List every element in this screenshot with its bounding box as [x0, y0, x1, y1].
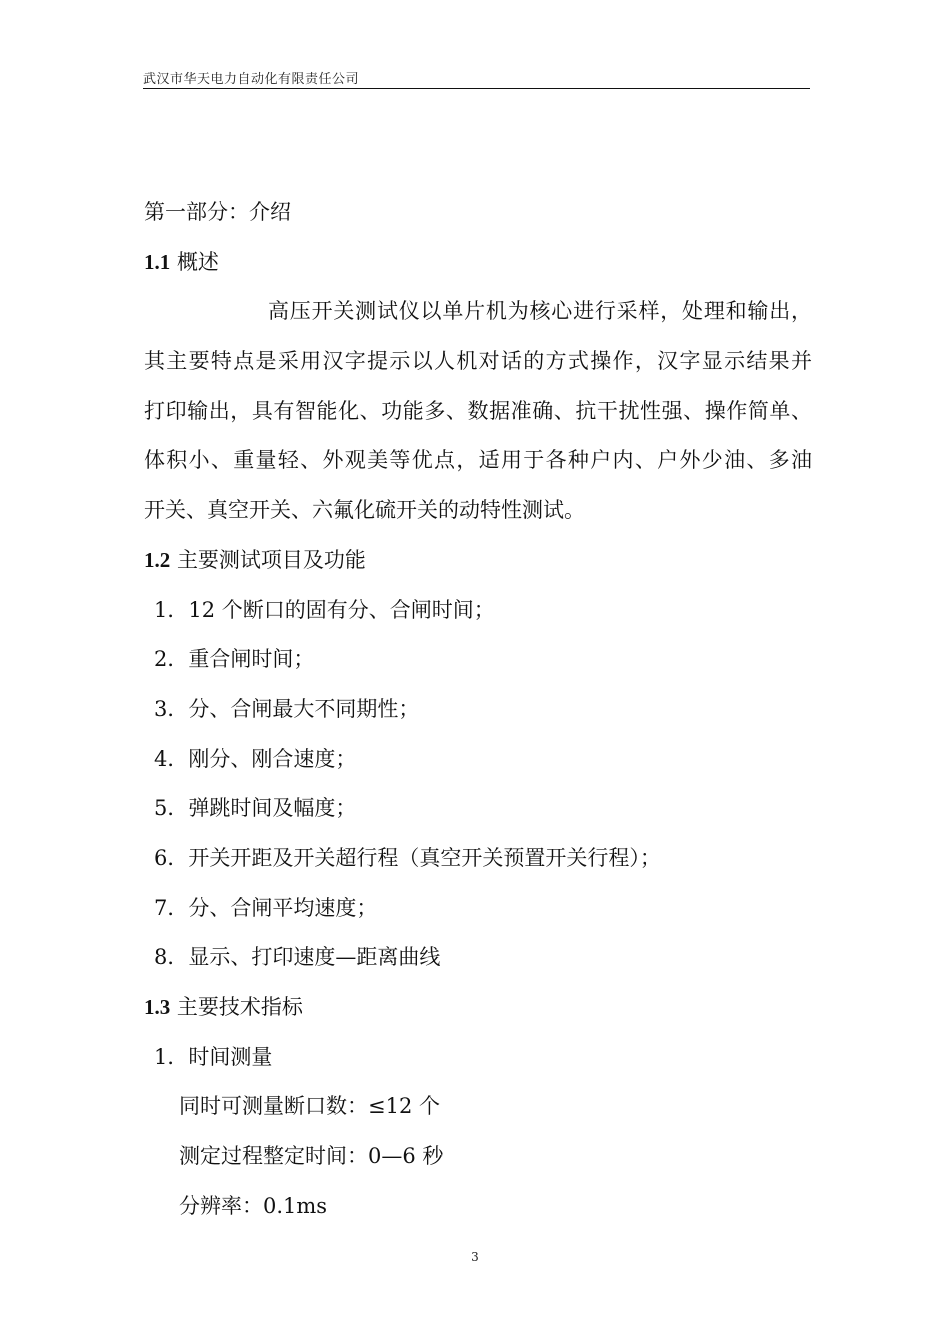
overview-line: 其主要特点是采用汉字提示以人机对话的方式操作，汉字显示结果并 [144, 349, 812, 374]
section-heading-specs [144, 983, 812, 1033]
overview-line: 打印输出，具有智能化、功能多、数据准确、抗干扰性强、操作简单、 [144, 398, 812, 423]
header-company-name: 武汉市华天电力自动化有限责任公司 [143, 72, 360, 87]
overview-line: 体积小、重量轻、外观美等优点，适用于各种户内、户外少油、多油 [144, 448, 812, 473]
section-heading-overview [144, 238, 812, 288]
function-list-item: 2．重合闸时间； [154, 647, 315, 672]
section-title: 主要技术指标 [170, 995, 303, 1019]
section-number: 1.2 [144, 547, 171, 572]
section-heading-functions [144, 536, 812, 586]
part-title: 第一部分：介绍 [144, 200, 291, 224]
overview-line: 开关、真空开关、六氟化硫开关的动特性测试。 [144, 498, 585, 523]
section-number: 1.1 [144, 249, 171, 274]
function-list-item: 3．分、合闸最大不同期性； [154, 696, 420, 721]
section-title: 主要测试项目及功能 [176, 547, 366, 572]
section-number: 1.3 [144, 995, 171, 1019]
spec-sub-item: 分辨率：0.1ms [179, 1193, 328, 1218]
function-list-item: 8．显示、打印速度—距离曲线 [154, 945, 441, 970]
spec-sub-item: 测定过程整定时间：0—6 秒 [179, 1144, 444, 1169]
function-list-item: 5．弹跳时间及幅度； [154, 796, 357, 821]
spec-list-item: 1．时间测量 [154, 1044, 273, 1069]
section-title: 概述 [176, 249, 219, 274]
function-list-item: 7．分、合闸平均速度； [154, 895, 378, 920]
spec-sub-item: 同时可测量断口数：≤12 个 [179, 1094, 440, 1119]
header-divider [143, 88, 810, 89]
function-list-item: 1．12 个断口的固有分、合闸时间； [154, 597, 495, 622]
page-number: 3 [471, 1250, 479, 1264]
overview-line: 高压开关测试仪以单片机为核心进行采样，处理和输出， [268, 299, 812, 324]
document-body [144, 188, 812, 1231]
function-list-item: 4．刚分、刚合速度； [154, 746, 357, 771]
function-list-item: 6．开关开距及开关超行程（真空开关预置开关行程）； [154, 845, 661, 870]
